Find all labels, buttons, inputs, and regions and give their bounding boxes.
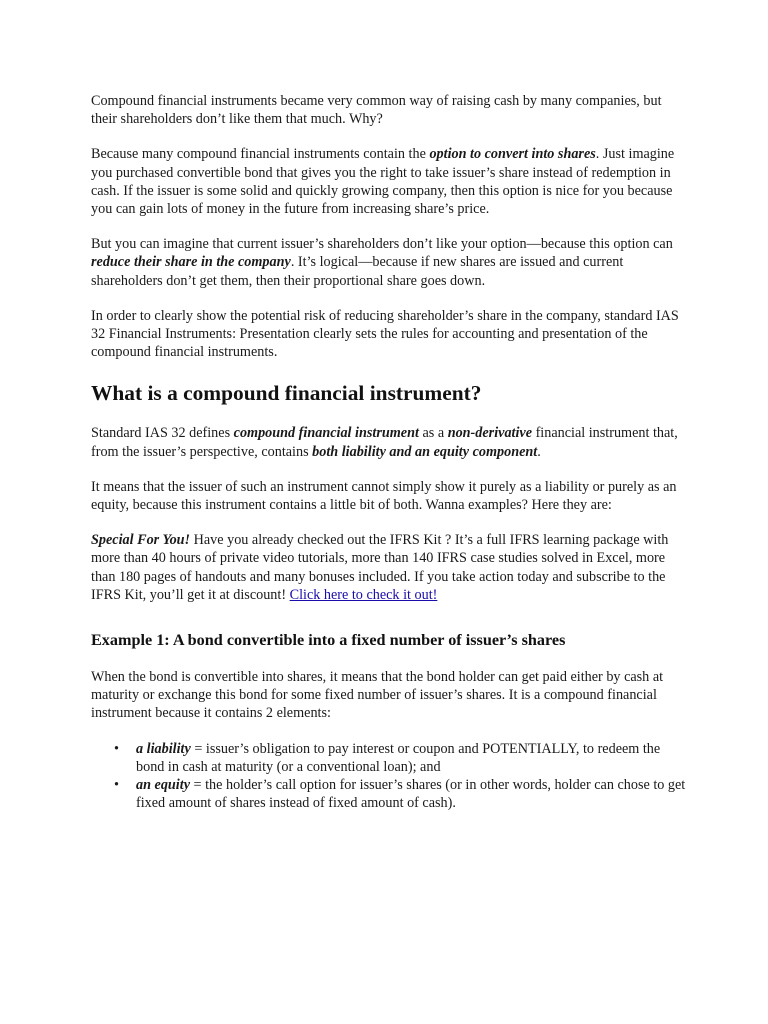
equity-text: = the holder’s call option for issuer’s shares (or in other words, holder can chose to get fixed amount of shares instead of fixed amount of cash). xyxy=(136,777,686,812)
definition-non-derivative: non-derivative xyxy=(447,425,533,442)
shareholder-paragraph xyxy=(91,235,691,290)
option-emphasis: option to convert into shares xyxy=(429,146,596,163)
promo-body: Have you already checked out the IFRS Kit ? It’s a full IFRS learning package with more than 40 hours of private video tutorials, more than 140 IFRS case studies solved in Excel, more than 180 pages of handouts and many bonuses included. If you take action today and subscribe to the IFRS Kit, you’ll get it at discount! xyxy=(91,532,669,603)
definition-components: both liability and an equity component xyxy=(312,443,538,460)
bullet-icon: • xyxy=(114,740,119,757)
shareholder-text-end: . It’s logical—because if new shares are issued and current shareholders don’t get them, then their proportional share goes down. xyxy=(91,254,624,289)
option-paragraph xyxy=(91,145,691,218)
definition-part-c: as a xyxy=(418,425,448,442)
definition-paragraph xyxy=(91,424,691,460)
ias32-paragraph: In order to clearly show the potential risk of reducing shareholder’s share in the company, standard IAS 32 Financial Instruments: Presentation clearly sets the rules for accounting and presentation of the compound financial instruments. xyxy=(91,307,679,361)
example-heading: Example 1: A bond convertible into a fixed number of issuer’s shares xyxy=(91,631,566,650)
option-text-start: Because many compound financial instruments contain the xyxy=(91,146,430,163)
promo-lead: Special For You! xyxy=(91,532,191,549)
section-heading: What is a compound financial instrument? xyxy=(91,381,482,406)
bullet-icon: • xyxy=(114,777,119,794)
definition-term: compound financial instrument xyxy=(233,425,419,442)
elements-list xyxy=(91,740,691,813)
shareholder-emphasis: reduce their share in the company xyxy=(91,254,291,271)
example-intro-paragraph: When the bond is convertible into shares, it means that the bond holder can get paid either by cash at maturity or exchange this bond for some fixed number of issuer’s shares. It is a compound financial instrument because it contains 2 elements: xyxy=(91,669,664,722)
list-item-liability xyxy=(91,740,691,776)
liability-term: a liability xyxy=(136,740,191,757)
equity-term: an equity xyxy=(136,777,190,794)
shareholder-text-start: But you can imagine that current issuer’s shareholders don’t like your option—because this option can xyxy=(91,236,673,253)
definition-part-a: Standard IAS 32 defines xyxy=(91,425,234,442)
check-it-out-link[interactable]: Click here to check it out! xyxy=(289,586,438,603)
option-text-end: . Just imagine you purchased convertible bond that gives you the right to take issuer’s share instead of redemption in cash. If the issuer is some solid and quickly growing company, then this option is nice for you because you can gain lots of money in the future from increasing share’s price. xyxy=(91,146,675,218)
definition-part-g: . xyxy=(537,443,541,460)
liability-text: = issuer’s obligation to pay interest or coupon and POTENTIALLY, to redeem the bond in cash at maturity (or a conventional loan); and xyxy=(136,740,661,775)
promo-paragraph xyxy=(91,531,691,604)
list-item-equity xyxy=(91,776,691,812)
meaning-paragraph: It means that the issuer of such an instrument cannot simply show it purely as a liability or purely as an equity, because this instrument contains a little bit of both. Wanna examples? Here they are: xyxy=(91,478,677,514)
intro-paragraph: Compound financial instruments became very common way of raising cash by many companies, but their shareholders don’t like them that much. Why? xyxy=(91,93,662,128)
document-page xyxy=(91,92,691,812)
definition-part-e: financial instrument that, from the issuer’s perspective, contains xyxy=(91,425,678,460)
